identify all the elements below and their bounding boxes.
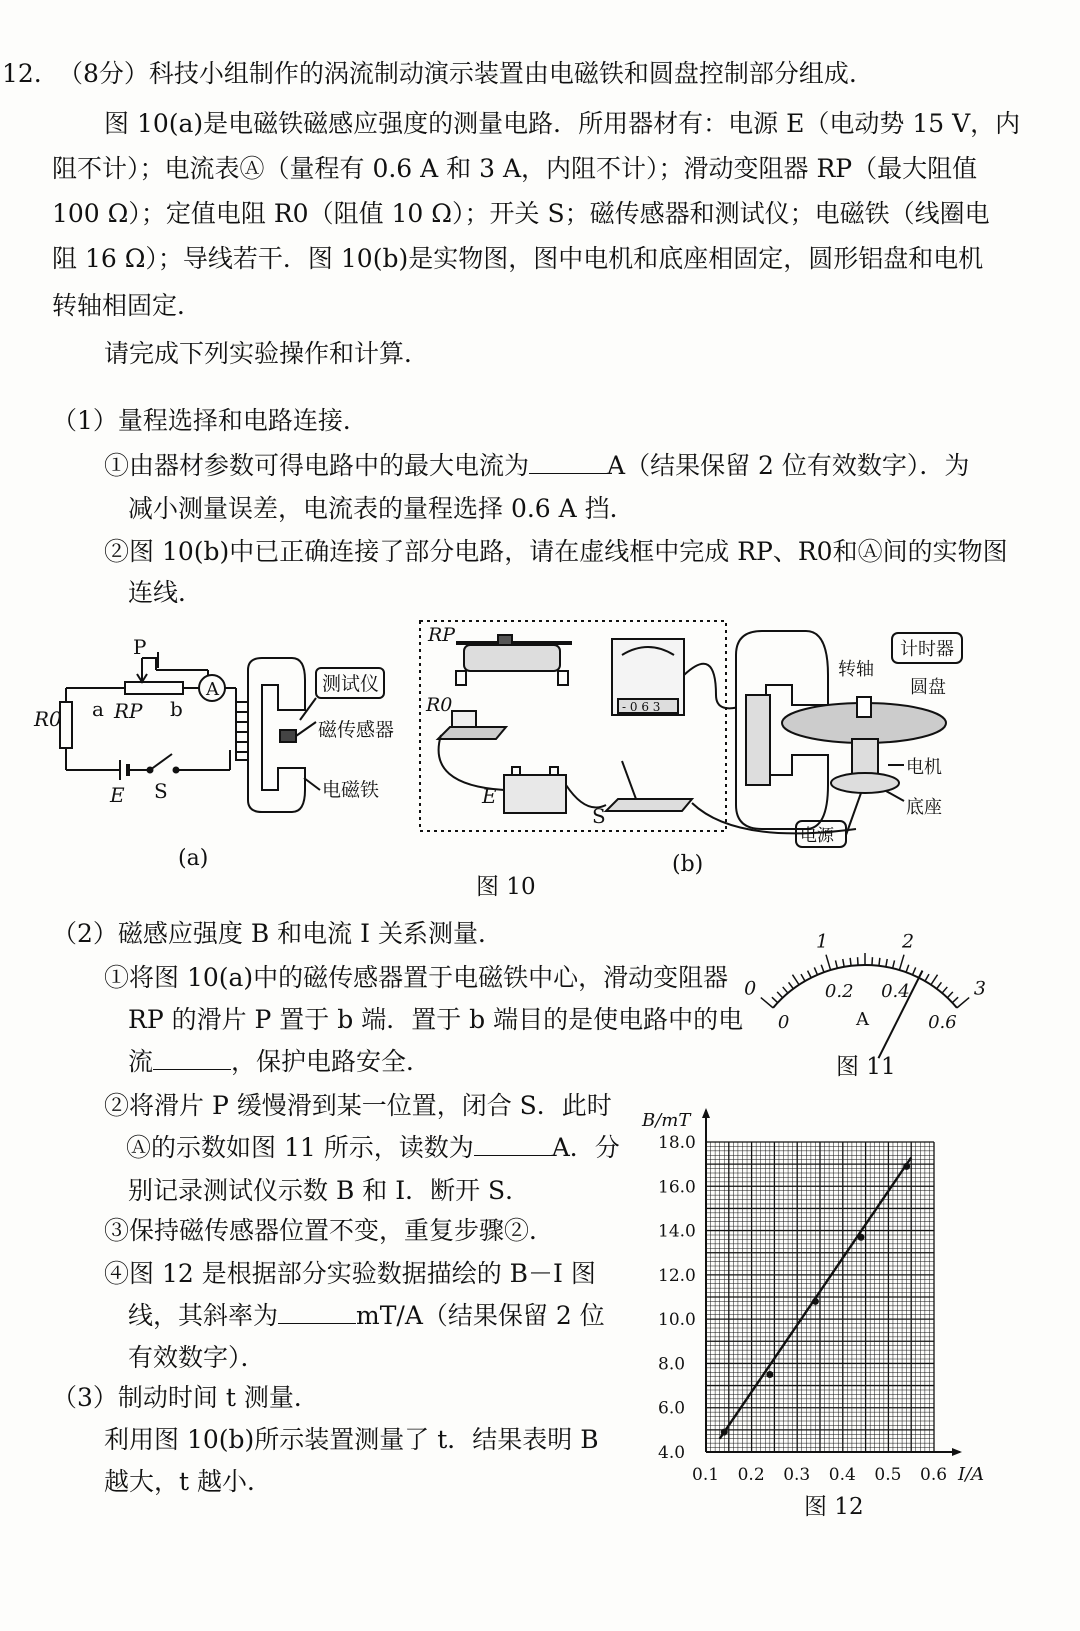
dial-lower-tick-label: 0.6 bbox=[928, 1012, 957, 1034]
part2-title: （2）磁感应强度 B 和电流 I 关系测量． bbox=[52, 919, 503, 948]
figure-10b-sublabel: (b) bbox=[672, 852, 704, 877]
dial-tick bbox=[814, 967, 817, 974]
label-e: E bbox=[110, 783, 125, 807]
y-tick-label: 10.0 bbox=[658, 1310, 696, 1331]
b-label-timer: 计时器 bbox=[900, 639, 954, 660]
answer-blank-current-min[interactable] bbox=[153, 1047, 231, 1070]
data-point bbox=[903, 1163, 910, 1170]
dial-tick bbox=[792, 975, 799, 985]
part2-s2-line-3: 别记录测试仪示数 B 和 I．断开 S． bbox=[128, 1176, 531, 1205]
dial-tick bbox=[808, 971, 812, 978]
answer-blank-max-current[interactable] bbox=[529, 451, 607, 474]
figure-12-caption: 图 12 bbox=[804, 1494, 864, 1520]
y-tick-label: 6.0 bbox=[658, 1398, 686, 1419]
dial-upper-tick-label: 2 bbox=[902, 930, 915, 953]
label-slider-p: P bbox=[133, 635, 147, 659]
question-number: 12. bbox=[2, 59, 42, 88]
dial-tick bbox=[777, 992, 782, 998]
dial-tick bbox=[931, 975, 938, 985]
dial-unit: A bbox=[856, 1009, 869, 1030]
dial-tick bbox=[886, 959, 887, 967]
y-tick-label: 8.0 bbox=[658, 1354, 686, 1375]
part2-s1-line-1: ①将图 10(a)中的磁传感器置于电磁铁中心，滑动变阻器 bbox=[104, 963, 729, 992]
dial-tick bbox=[913, 967, 916, 974]
rheostat-rp bbox=[125, 682, 183, 694]
part2-s1-line-3 bbox=[128, 1046, 431, 1078]
dial-arc bbox=[773, 965, 957, 1008]
b-label-base: 底座 bbox=[906, 797, 942, 818]
part1-q2-line-2: 连线． bbox=[128, 578, 204, 607]
part1-title: （1）量程选择和电路连接． bbox=[52, 406, 368, 435]
y-axis-arrow bbox=[702, 1108, 710, 1118]
part2-s2-text-c: A．分 bbox=[551, 1133, 620, 1162]
b-label-shaft: 转轴 bbox=[838, 659, 874, 680]
part3-line-1: 利用图 10(b)所示装置测量了 t．结果表明 B bbox=[104, 1425, 599, 1454]
part2-s4-line-2 bbox=[128, 1300, 605, 1332]
intro-line-5: 转轴相固定． bbox=[52, 291, 203, 320]
dial-tick bbox=[952, 997, 958, 1002]
dial-tick bbox=[821, 965, 824, 973]
part1-q2-line: ②图 10(b)中已正确连接了部分电路，请在虚线框中完成 RP、R0和Ⓐ间的实物图 bbox=[104, 537, 1008, 566]
answer-blank-reading[interactable] bbox=[474, 1133, 552, 1156]
b-label-disk: 圆盘 bbox=[910, 677, 946, 698]
b-label-motor: 电机 bbox=[906, 757, 942, 778]
b-label-rp: RP bbox=[428, 624, 456, 646]
dial-tick bbox=[843, 959, 844, 967]
intro-line-2: 阻不计）；电流表Ⓐ（量程有 0.6 A 和 3 A，内阻不计）；滑动变阻器 RP（最大阻值 bbox=[52, 154, 978, 183]
b-label-power: 电源 bbox=[800, 826, 834, 846]
x-axis-arrow bbox=[952, 1448, 962, 1456]
figure-10-caption: 图 10 bbox=[476, 874, 536, 900]
dial-upper-tick-label: 0 bbox=[744, 977, 757, 1000]
ammeter-label: A bbox=[206, 679, 219, 700]
intro-line-1: 图 10(a)是电磁铁磁感应强度的测量电路．所用器材有：电源 E（电动势 15 V，内 bbox=[104, 109, 1021, 138]
dial-tick bbox=[906, 965, 909, 973]
y-tick-label: 18.0 bbox=[658, 1133, 696, 1153]
y-tick-label: 12.0 bbox=[658, 1265, 696, 1286]
part3-title: （3）制动时间 t 测量． bbox=[52, 1383, 319, 1412]
part2-s1-text-d: ，保护电路安全． bbox=[231, 1047, 432, 1076]
part2-s1-line-2: RP 的滑片 P 置于 b 端．置于 b 端目的是使电路中的电 bbox=[128, 1005, 744, 1034]
dial-tick bbox=[850, 958, 851, 966]
part3-line-2: 越大，t 越小． bbox=[104, 1467, 272, 1496]
part1-q1-text-a: ①由器材参数可得电路中的最大电流为 bbox=[104, 451, 530, 480]
dial-upper-tick-label: 3 bbox=[973, 977, 987, 1000]
dial-lower-tick-label: 0 bbox=[777, 1012, 790, 1034]
part2-s2-line-2 bbox=[126, 1132, 620, 1164]
dial-tick bbox=[772, 997, 778, 1002]
figure-11-caption: 图 11 bbox=[836, 1054, 896, 1080]
label-end-a: a bbox=[92, 697, 104, 721]
part2-s3-line: ③保持磁传感器位置不变，重复步骤②． bbox=[104, 1216, 555, 1245]
question-head: （8分）科技小组制作的涡流制动演示装置由电磁铁和圆盘控制部分组成. bbox=[58, 59, 857, 88]
y-tick-label: 16.0 bbox=[658, 1177, 696, 1198]
figure-12-chart bbox=[640, 1092, 1000, 1490]
intro-line-3: 100 Ω）；定值电阻 R0（阻值 10 Ω）；开关 S；磁传感器和测试仪；电磁铁（线圈电 bbox=[52, 199, 990, 228]
figure-10a-circuit bbox=[30, 635, 410, 840]
x-tick-label: 0.1 bbox=[692, 1465, 720, 1485]
instruction: 请完成下列实验操作和计算． bbox=[104, 339, 430, 368]
b-label-s: S bbox=[592, 804, 606, 828]
part1-q1-line bbox=[104, 450, 969, 482]
data-point bbox=[812, 1298, 819, 1305]
part2-s4-text-b: 线，其斜率为 bbox=[128, 1301, 279, 1330]
data-point bbox=[766, 1371, 773, 1378]
label-electromagnet: 电磁铁 bbox=[322, 779, 380, 801]
dial-tick bbox=[761, 998, 773, 1008]
dial-tick bbox=[826, 955, 831, 970]
figure-11-ammeter-dial bbox=[730, 910, 1000, 1040]
part2-s2-text-b: Ⓐ的示数如图 11 所示，读数为 bbox=[126, 1133, 474, 1162]
dial-tick bbox=[789, 982, 794, 988]
dial-tick bbox=[783, 987, 788, 993]
dial-tick bbox=[893, 960, 895, 968]
dial-tick bbox=[947, 992, 952, 998]
x-tick-label: 0.3 bbox=[783, 1465, 811, 1485]
label-end-b: b bbox=[170, 697, 183, 721]
label-r0: R0 bbox=[34, 707, 62, 731]
part2-s1-text-c: 流 bbox=[128, 1047, 154, 1076]
x-tick-label: 0.5 bbox=[874, 1465, 902, 1485]
label-tester: 测试仪 bbox=[322, 673, 380, 695]
dial-lower-tick-label: 0.4 bbox=[881, 981, 910, 1003]
x-tick-label: 0.6 bbox=[920, 1465, 948, 1485]
dial-lower-tick-label: 0.2 bbox=[824, 981, 854, 1003]
dial-tick bbox=[925, 974, 929, 981]
dial-tick bbox=[899, 955, 904, 970]
answer-blank-slope[interactable] bbox=[278, 1301, 356, 1324]
y-tick-label: 14.0 bbox=[658, 1221, 696, 1242]
dial-tick bbox=[942, 987, 947, 993]
part2-s2-line-1: ②将滑片 P 缓慢滑到某一位置，闭合 S．此时 bbox=[104, 1091, 612, 1120]
figure-10b-apparatus bbox=[416, 615, 976, 855]
b-meter-scale: - 0 6 3 bbox=[622, 700, 661, 714]
dial-tick bbox=[937, 982, 942, 988]
dial-tick bbox=[879, 958, 880, 966]
intro-line-4: 阻 16 Ω）；导线若干．图 10(b)是实物图，图中电机和底座相固定，圆形铝盘和电机 bbox=[52, 244, 984, 273]
figure-10a-sublabel: (a) bbox=[178, 846, 209, 871]
b-label-r0: R0 bbox=[426, 694, 453, 716]
data-point bbox=[721, 1429, 728, 1436]
y-axis-label: B/mT bbox=[642, 1110, 691, 1131]
x-axis-label: I/A bbox=[958, 1464, 985, 1485]
part2-s4-line-1: ④图 12 是根据部分实验数据描绘的 B－I 图 bbox=[104, 1259, 596, 1288]
dial-tick bbox=[957, 998, 969, 1008]
part2-s4-line-3: 有效数字）． bbox=[128, 1343, 266, 1372]
b-label-e: E bbox=[482, 784, 497, 808]
dial-tick bbox=[835, 960, 837, 968]
label-s: S bbox=[154, 779, 168, 803]
dial-upper-tick-label: 1 bbox=[815, 930, 829, 953]
data-point bbox=[858, 1234, 865, 1241]
label-sensor: 磁传感器 bbox=[318, 719, 395, 741]
part1-q1-line-2: 减小测量误差，电流表的量程选择 0.6 A 挡． bbox=[128, 494, 635, 523]
dial-tick bbox=[801, 974, 805, 981]
y-tick-label: 4.0 bbox=[658, 1443, 686, 1463]
part2-s4-text-c: mT/A（结果保留 2 位 bbox=[356, 1301, 605, 1330]
x-tick-label: 0.4 bbox=[828, 1465, 856, 1485]
x-tick-label: 0.2 bbox=[737, 1465, 765, 1485]
part1-q1-text-b: A（结果保留 2 位有效数字）．为 bbox=[607, 451, 970, 480]
label-rp: RP bbox=[114, 699, 143, 723]
resistor-r0 bbox=[60, 702, 72, 748]
